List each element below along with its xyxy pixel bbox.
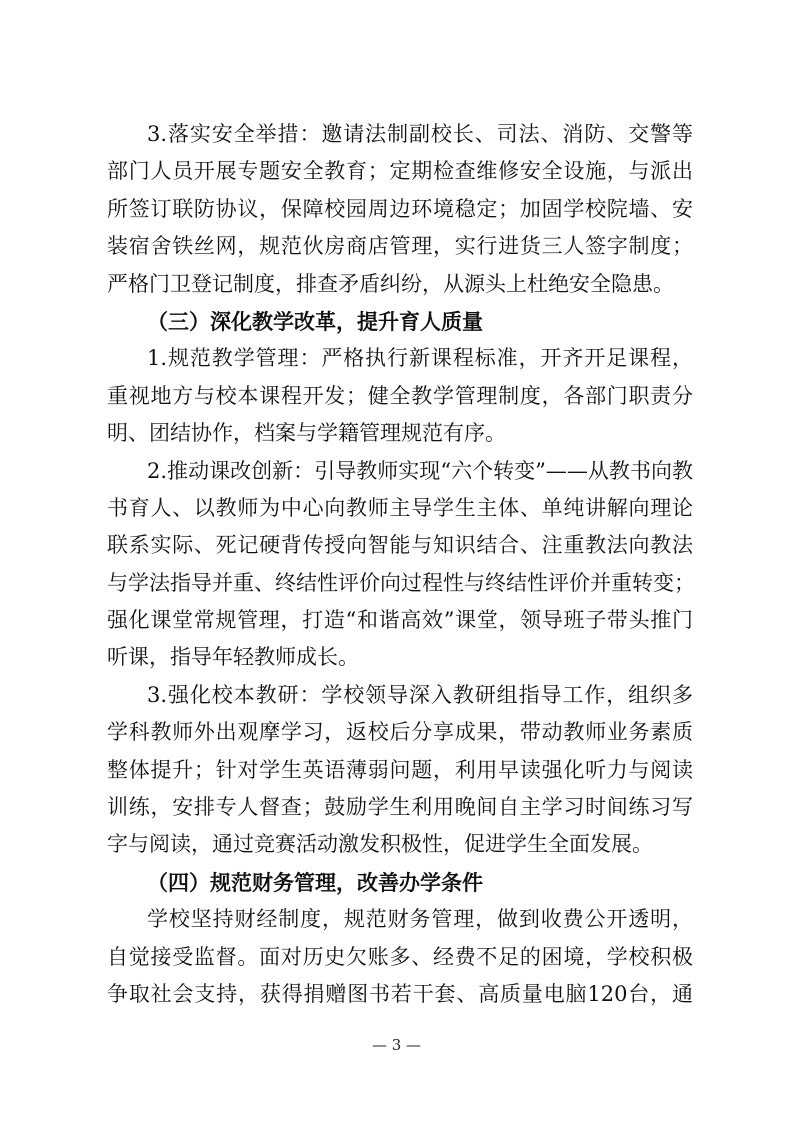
paragraph [107, 677, 693, 864]
paragraph [107, 901, 693, 1013]
section-heading [107, 303, 693, 340]
text-line: 严格门卫登记制度，排查矛盾纠纷，从源头上杜绝安全隐患。 [107, 271, 674, 296]
paragraph [107, 453, 693, 677]
text-line: 3.强化校本教研：学校领导深入教研组指导工作，组织多 [147, 682, 693, 707]
text-line: 争取社会支持，获得捐赠图书若干套、高质量电脑120台，通 [107, 981, 693, 1006]
text-line: 装宿舍铁丝网，规范伙房商店管理，实行进货三人签字制度； [107, 234, 693, 259]
text-line: 2.推动课改创新：引导教师实现“六个转变”——从教书向教 [147, 458, 693, 483]
text-line: 明、团结协作，档案与学籍管理规范有序。 [107, 421, 506, 446]
text-line: 书育人、以教师为中心向教师主导学生主体、单纯讲解向理论 [107, 495, 693, 520]
text-line: 部门人员开展专题安全教育；定期检查维修安全设施，与派出 [107, 159, 693, 184]
text-line: 学科教师外出观摩学习，返校后分享成果，带动教师业务素质 [107, 720, 693, 745]
text-line: 学校坚持财经制度，规范财务管理，做到收费公开透明， [147, 907, 693, 932]
text-line: 联系实际、死记硬背传授向智能与知识结合、注重教法向教法 [107, 533, 693, 558]
text-line: 整体提升；针对学生英语薄弱问题，利用早读强化听力与阅读 [107, 757, 693, 782]
text-line: 3.落实安全举措：邀请法制副校长、司法、消防、交警等 [147, 122, 693, 146]
text-line: 强化课堂常规管理，打造“和谐高效”课堂，领导班子带头推门 [107, 608, 693, 633]
text-line: 所签订联防协议，保障校园周边环境稳定；加固学校院墙、安 [107, 196, 693, 221]
paragraph [107, 116, 693, 303]
text-line: 1.规范教学管理：严格执行新课程标准，开齐开足课程， [147, 346, 693, 371]
text-line: 字与阅读，通过竞赛活动激发积极性，促进学生全面发展。 [107, 832, 653, 857]
section-heading [107, 864, 693, 901]
paragraph [107, 340, 693, 452]
text-line: （三）深化教学改革，提升育人质量 [147, 308, 483, 334]
text-line: 听课，指导年轻教师成长。 [107, 645, 359, 670]
page-number: — 3 — [371, 1036, 422, 1054]
document-body [107, 116, 693, 1013]
text-line: 训练，安排专人督查；鼓励学生利用晚间自主学习时间练习写 [107, 795, 693, 820]
text-line: 与学法指导并重、终结性评价向过程性与终结性评价并重转变； [107, 570, 695, 595]
text-line: 自觉接受监督。面对历史欠账多、经费不足的困境，学校积极 [107, 944, 693, 969]
text-line: （四）规范财务管理，改善办学条件 [147, 869, 483, 895]
text-line: 重视地方与校本课程开发；健全教学管理制度，各部门职责分 [107, 383, 693, 408]
